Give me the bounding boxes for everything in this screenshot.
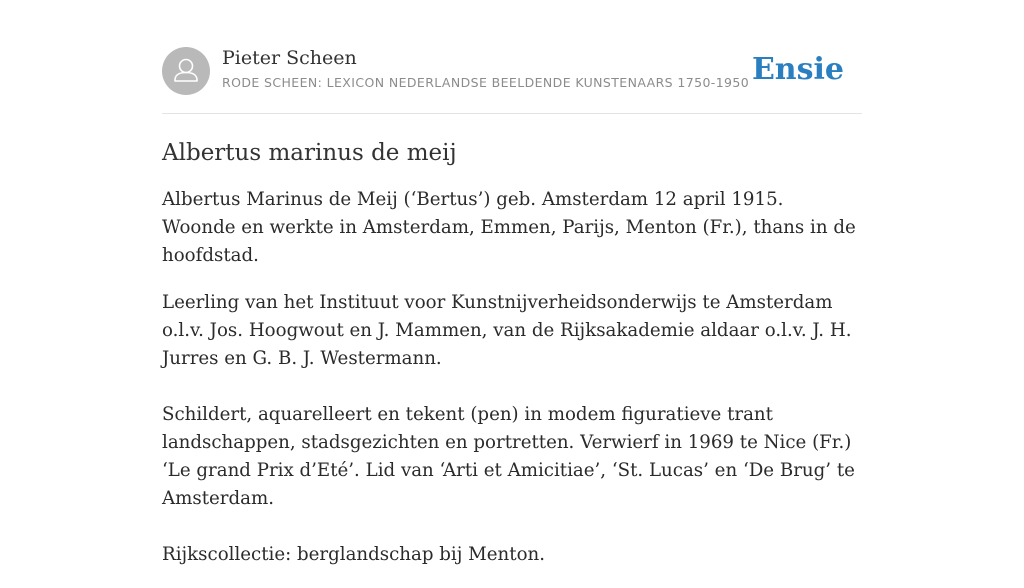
paragraph-spacer [162,373,862,401]
author-avatar[interactable] [162,47,210,95]
article-paragraph: Rijkscollectie: berglandschap bij Menton. [162,544,546,565]
article-body [162,138,862,588]
article-paragraph: Albertus Marinus de Meij (‘Bertus’) geb. Amsterdam 12 april 1915. Woonde en werkte in Amsterdam, Emmen, Parijs, Menton (Fr.), thans in de hoofdstad. [162,189,856,266]
user-avatar-icon [162,47,210,95]
article-paragraph: Schildert, aquarelleert en tekent (pen) in modem figuratieve trant landschappen, stadsgezichten en portretten. Verwierf in 1969 te Nice (Fr.) ‘Le grand Prix d’Eté’. Lid van ‘Arti et Amicitiae’, ‘St. Lucas’ en ‘De Brug’ te Amsterdam. [162,404,855,509]
article-header [162,46,862,96]
article-paragraph: Leerling van het Instituut voor Kunstnijverheidsonderwijs te Amsterdam o.l.v. Jos. Hoogwout en J. Mammen, van de Rijksakademie aldaar o.l.v. J. H. Jurres en G. B. J. Westermann. [162,292,852,369]
paragraph-spacer [162,513,862,541]
author-name[interactable]: Pieter Scheen [222,47,357,69]
article-title: Albertus marinus de meij [162,140,457,166]
header-divider [162,113,862,114]
source-title[interactable]: RODE SCHEEN: LEXICON NEDERLANDSE BEELDENDE KUNSTENAARS 1750-1950 [222,75,750,90]
ensie-logo[interactable]: Ensie [751,52,844,87]
